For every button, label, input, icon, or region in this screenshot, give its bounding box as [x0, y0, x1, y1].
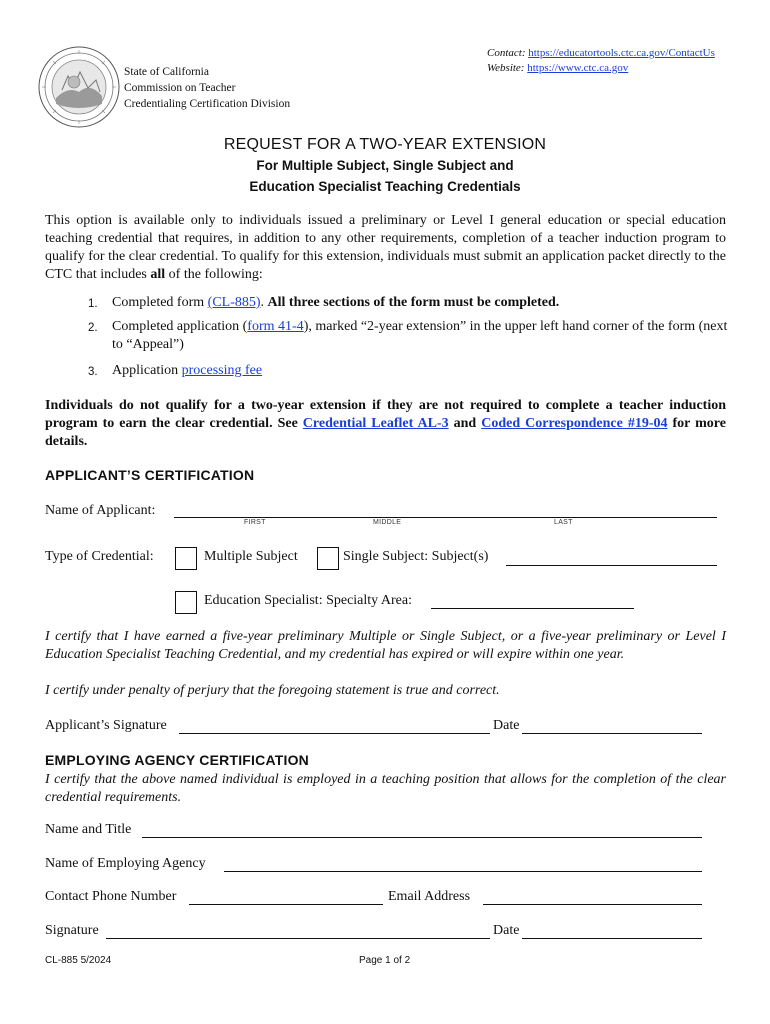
employing-agency-label: Name of Employing Agency	[45, 856, 206, 871]
contact-label: Contact:	[487, 47, 526, 59]
contact-block	[487, 46, 715, 76]
name-of-applicant-label: Name of Applicant:	[45, 503, 156, 518]
form-41-4-link[interactable]: form 41-4	[247, 319, 304, 334]
specialty-area-field[interactable]	[431, 608, 634, 609]
email-address-label: Email Address	[388, 889, 471, 904]
subjects-field[interactable]	[506, 565, 717, 566]
notice-text: for more details.	[45, 416, 726, 449]
page-subtitle-line1: For Multiple Subject, Single Subject and	[256, 158, 514, 173]
middle-name-caption: MIDDLE	[373, 519, 402, 526]
employer-date-field[interactable]	[522, 938, 702, 939]
first-name-caption: FIRST	[244, 519, 266, 526]
list-text: Completed application (	[112, 319, 248, 334]
employer-heading: EMPLOYING AGENCY CERTIFICATION	[45, 752, 309, 768]
list-item	[88, 362, 728, 382]
list-text: ), marked “2-year extension” in the upper left hand corner of the form (next to “Appeal”)	[112, 319, 728, 352]
perjury-statement: I certify under penalty of perjury that the foregoing statement is true and correct.	[45, 683, 500, 698]
contact-phone-label: Contact Phone Number	[45, 889, 177, 904]
name-and-title-label: Name and Title	[45, 822, 132, 837]
applicant-date-label: Date	[493, 718, 520, 733]
list-number: 1.	[88, 298, 98, 310]
list-item	[88, 294, 728, 314]
list-item	[88, 318, 728, 358]
education-specialist-label: Education Specialist: Specialty Area:	[204, 593, 412, 608]
list-number: 3.	[88, 366, 98, 378]
employer-date-label: Date	[493, 923, 520, 938]
employer-signature-field[interactable]	[106, 938, 490, 939]
agency-line: State of California	[124, 66, 209, 78]
list-text: Application	[112, 363, 182, 378]
applicant-certify-statement: I certify that I have earned a five-year preliminary Multiple or Single Subject, or a five-year preliminary or Level I Education Specialist Teaching Credential, and my credential has expired or will expire within one year.	[45, 629, 726, 662]
notice-text: and	[448, 416, 482, 431]
intro-paragraph	[45, 212, 726, 284]
list-text: .	[260, 295, 268, 310]
list-number: 2.	[88, 322, 98, 334]
contact-link[interactable]: https://educatortools.ctc.ca.gov/ContactUs	[528, 47, 715, 59]
name-and-title-field[interactable]	[142, 837, 702, 838]
applicant-heading: APPLICANT’S CERTIFICATION	[45, 467, 255, 483]
page-subtitle-line2: Education Specialist Teaching Credentials	[249, 179, 521, 194]
list-bold: All three sections of the form must be completed.	[267, 295, 560, 310]
page-number: Page 1 of 2	[359, 955, 411, 966]
applicant-signature-label: Applicant’s Signature	[45, 718, 167, 733]
employing-agency-field[interactable]	[224, 871, 702, 872]
notice-text: Individuals do not qualify for a two-year extension if they are not required to complete a teacher induction program to earn the clear credential. See	[45, 398, 726, 431]
list-text: Completed form	[112, 295, 208, 310]
requirements-list	[88, 292, 728, 392]
last-name-caption: LAST	[554, 519, 573, 526]
cl885-link[interactable]: (CL-885)	[207, 295, 261, 310]
intro-bold: all	[150, 267, 166, 282]
page-title: REQUEST FOR A TWO-YEAR EXTENSION	[223, 136, 547, 153]
employer-signature-label: Signature	[45, 923, 99, 938]
leaflet-al3-link[interactable]: Credential Leaflet AL-3	[302, 416, 449, 431]
multiple-subject-checkbox[interactable]	[175, 547, 197, 570]
agency-line: Credentialing Certification Division	[124, 98, 291, 110]
multiple-subject-label: Multiple Subject	[204, 549, 298, 564]
applicant-date-field[interactable]	[522, 733, 702, 734]
type-of-credential-label: Type of Credential:	[45, 549, 154, 564]
education-specialist-checkbox[interactable]	[175, 591, 197, 614]
processing-fee-link[interactable]: processing fee	[181, 363, 263, 378]
single-subject-label: Single Subject: Subject(s)	[343, 549, 489, 564]
title-block	[0, 136, 770, 196]
employer-certify-statement: I certify that the above named individual is employed in a teaching position that allows for the completion of the clear credential requirements.	[45, 772, 726, 805]
intro-text: This option is available only to individuals issued a preliminary or Level I general education or special education teaching credential that requires, in addition to any other requirements, completion of a teacher induction program to qualify for the clear credential. To qualify for this extension, individuals must submit an application packet directly to the CTC that includes	[45, 213, 726, 282]
coded-correspondence-link[interactable]: Coded Correspondence #19-04	[481, 416, 668, 431]
california-state-seal-icon	[38, 46, 120, 128]
website-link[interactable]: https://www.ctc.ca.gov	[527, 62, 629, 74]
applicant-name-field[interactable]	[174, 517, 717, 518]
form-id: CL-885 5/2024	[45, 955, 112, 966]
email-address-field[interactable]	[483, 904, 702, 905]
single-subject-checkbox[interactable]	[317, 547, 339, 570]
agency-block	[124, 64, 290, 112]
website-label: Website:	[487, 62, 525, 74]
intro-text-end: of the following:	[165, 267, 263, 282]
contact-phone-field[interactable]	[189, 904, 383, 905]
applicant-signature-field[interactable]	[179, 733, 490, 734]
agency-line: Commission on Teacher	[124, 82, 236, 94]
notice-paragraph	[45, 397, 726, 451]
